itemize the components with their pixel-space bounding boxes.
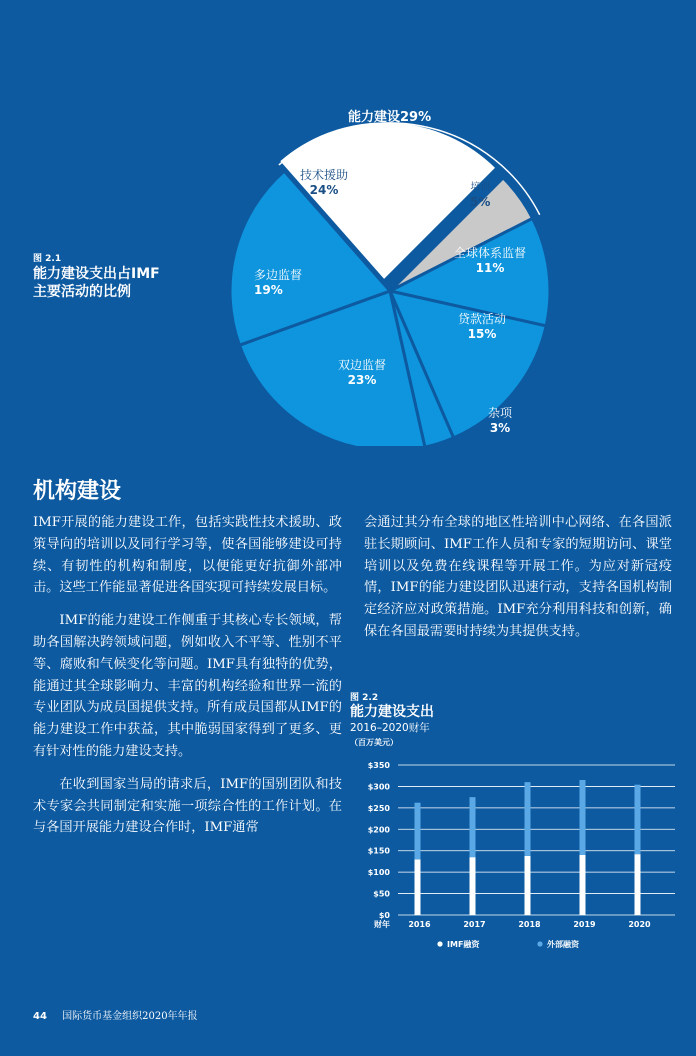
page-footer [33, 1007, 198, 1022]
x-tick-label: 2019 [573, 920, 596, 929]
pie-label-pct: 23% [347, 373, 377, 387]
y-tick-label: $300 [367, 782, 390, 792]
x-tick-label: 2020 [628, 920, 651, 929]
x-tick-label: 2017 [463, 920, 486, 929]
pie-label-multilateral-surveillance [254, 268, 302, 298]
pie-label-lending [458, 312, 506, 342]
paragraph: 会通过其分布全球的地区性培训中心网络、在各国派驻长期顾问、IMF工作人员和专家的短期访问、课堂培训以及免费在线课程等开展工作。为应对新冠疫情，IMF的能力建设团队迅速行动，支持各国机构制定经济应对政策措施。IMF充分利用科技和创新，确保在各国最需要时持续为其提供支持。 [364, 515, 672, 639]
bar-segment [635, 854, 641, 915]
pie-label-text: 双边监督 [338, 358, 387, 372]
bar-segment [580, 855, 586, 915]
pie-label-text: 培训 [470, 182, 491, 193]
y-tick-label: $200 [367, 825, 390, 835]
paragraph: IMF开展的能力建设工作，包括实践性技术援助、政策导向的培训以及同行学习等，使各国能够建设可持续、有韧性的机构和制度，以便能更好抗御外部冲击。这些工作能显著促进各国实现可持续发展目标。 [33, 515, 342, 596]
right-text-column [364, 512, 672, 643]
page-number: 44 [33, 1011, 47, 1022]
pie-label-bilateral-surveillance [338, 358, 386, 388]
pie-label-pct: 24% [309, 183, 339, 197]
pie-label-text: 杂项 [488, 406, 513, 420]
capacity-development-brace-label: 能力建设29% [348, 110, 432, 125]
y-tick-label: $150 [367, 846, 390, 856]
bar-segment [415, 803, 421, 860]
bar-chart-svg [350, 755, 680, 960]
pie-label-global-surveillance [454, 246, 526, 276]
legend-marker [437, 941, 442, 946]
pie-label-text: 多边监督 [254, 268, 303, 282]
pie-label-pct: 5% [470, 195, 491, 209]
y-tick-label: $100 [367, 868, 390, 878]
figure-2-2-subtitle: 2016–2020财年 [350, 722, 430, 734]
legend-label: IMF融资 [447, 940, 480, 949]
pie-label-text: 全球体系监督 [454, 246, 527, 260]
footer-text: 国际货币基金组织2020年年报 [62, 1011, 198, 1022]
section-title: 机构建设 [33, 479, 122, 504]
y-tick-label: $350 [367, 761, 390, 770]
pie-label-technical-assistance [300, 168, 348, 198]
paragraph: 在收到国家当局的请求后，IMF的国别团队和技术专家会共同制定和实施一项综合性的工作计划。在与各国开展能力建设合作时，IMF通常 [33, 776, 342, 836]
bar-segment [525, 782, 531, 856]
bar-segment [470, 857, 476, 915]
pie-label-pct: 11% [475, 261, 505, 275]
x-tick-label: 2016 [408, 920, 431, 929]
pie-label-pct: 3% [489, 421, 511, 435]
y-tick-label: $250 [367, 803, 390, 813]
left-text-column [33, 512, 342, 839]
figure-2-1-tag: 图 2.1 [33, 254, 62, 264]
bar-segment [470, 797, 476, 857]
pie-label-training [470, 180, 490, 210]
bar-segment [415, 859, 421, 915]
pie-label-pct: 15% [467, 327, 497, 341]
pie-label-misc [488, 406, 512, 436]
legend-marker [537, 941, 542, 946]
pie-label-text: 技术援助 [300, 168, 349, 182]
legend-label: 外部融资 [547, 940, 579, 949]
bar-segment [525, 856, 531, 915]
bar-chart [350, 690, 680, 960]
figure-2-1-title: 能力建设支出占IMF 主要活动的比例 [33, 266, 160, 300]
figure-2-2-tag: 图 2.2 [350, 693, 379, 703]
x-tick-label: 2018 [518, 920, 541, 929]
pie-chart [220, 96, 560, 446]
pie-label-text: 贷款活动 [458, 312, 507, 326]
x-axis-label: 财年 [374, 920, 390, 929]
paragraph: IMF的能力建设工作侧重于其核心专长领域，帮助各国解决跨领域问题，例如收入不平等、性别不平等、腐败和气候变化等问题。IMF具有独特的优势，能通过其全球影响力、丰富的机构经验和世界一流的专业团队为成员国提供支持。所有成员国都从IMF的能力建设工作中获益，其中脆弱国家得到了更多、更有针对性的能力建设支持。 [33, 613, 342, 759]
bar-segment [635, 785, 641, 854]
figure-2-2-title: 能力建设支出 [350, 704, 434, 720]
figure-2-2-unit: （百万美元） [350, 738, 398, 747]
y-tick-label: $0 [378, 911, 390, 920]
bar-segment [580, 780, 586, 855]
pie-label-pct: 19% [254, 283, 283, 297]
y-tick-label: $50 [373, 889, 390, 899]
